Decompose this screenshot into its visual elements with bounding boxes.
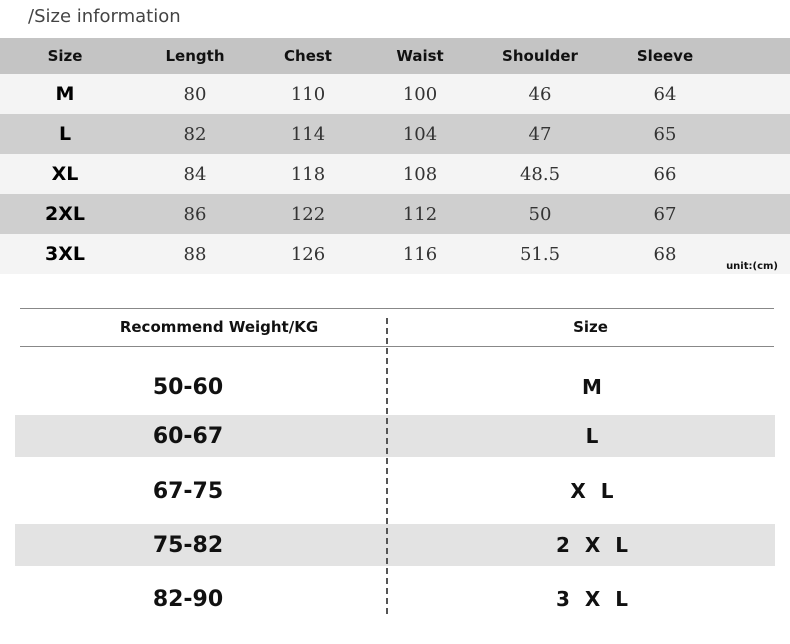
recommended-size-cell: L: [585, 424, 603, 448]
shoulder-cell: 48.5: [519, 163, 561, 185]
length-cell: 84: [183, 163, 207, 185]
length-cell: 86: [183, 203, 207, 225]
header-waist: Waist: [396, 47, 444, 65]
waist-cell: 116: [402, 243, 438, 265]
sleeve-cell: 65: [653, 123, 677, 145]
table-row: [0, 74, 790, 114]
length-cell: 88: [183, 243, 207, 265]
table-row: [15, 470, 775, 512]
table-row: [15, 524, 775, 566]
waist-cell: 112: [402, 203, 438, 225]
chest-cell: 114: [290, 123, 326, 145]
recommended-size-cell: M: [582, 375, 606, 399]
weight-range-cell: 82-90: [152, 586, 224, 612]
table-row: [0, 154, 790, 194]
weight-recommendation-table: [15, 308, 775, 628]
sleeve-cell: 67: [653, 203, 677, 225]
shoulder-cell: 50: [528, 203, 552, 225]
recommended-size-cell: X L: [570, 479, 618, 503]
length-cell: 80: [183, 83, 207, 105]
chest-cell: 122: [290, 203, 326, 225]
table-row: [15, 578, 775, 620]
recommended-size-cell: 3 X L: [555, 587, 632, 611]
header-sleeve: Sleeve: [636, 47, 694, 65]
size-cell: XL: [51, 163, 79, 185]
page-title: /Size information: [28, 6, 181, 27]
waist-cell: 100: [402, 83, 438, 105]
header-size: Size: [47, 47, 83, 65]
chest-cell: 110: [290, 83, 326, 105]
chest-cell: 126: [290, 243, 326, 265]
chest-cell: 118: [290, 163, 326, 185]
weight-range-cell: 67-75: [152, 478, 224, 504]
shoulder-cell: 46: [528, 83, 552, 105]
header-rule: [20, 346, 774, 347]
table-row: [15, 366, 775, 408]
shoulder-cell: 47: [528, 123, 552, 145]
header-chest: Chest: [284, 47, 332, 65]
length-cell: 82: [183, 123, 207, 145]
weight-range-cell: 75-82: [152, 532, 224, 558]
table-row: [0, 194, 790, 234]
sleeve-cell: 68: [653, 243, 677, 265]
header-recommend-size: Size: [573, 318, 608, 336]
size-cell: M: [55, 83, 75, 105]
shoulder-cell: 51.5: [519, 243, 561, 265]
sleeve-cell: 64: [653, 83, 677, 105]
table-row: [0, 114, 790, 154]
size-chart-table: [0, 38, 790, 274]
size-chart-header-row: [0, 38, 790, 74]
waist-cell: 104: [402, 123, 438, 145]
recommend-header-row: [15, 308, 775, 346]
table-row: [0, 234, 790, 274]
header-shoulder: Shoulder: [502, 47, 578, 65]
column-divider: [386, 318, 388, 614]
recommended-size-cell: 2 X L: [555, 533, 632, 557]
table-row: [15, 415, 775, 457]
size-cell: 3XL: [45, 243, 85, 265]
header-length: Length: [165, 47, 225, 65]
unit-note: unit:(cm): [726, 261, 778, 272]
weight-range-cell: 60-67: [152, 423, 224, 449]
size-cell: L: [58, 123, 72, 145]
sleeve-cell: 66: [653, 163, 677, 185]
weight-range-cell: 50-60: [152, 374, 224, 400]
header-recommend-weight: Recommend Weight/KG: [119, 318, 319, 336]
size-cell: 2XL: [45, 203, 85, 225]
waist-cell: 108: [402, 163, 438, 185]
